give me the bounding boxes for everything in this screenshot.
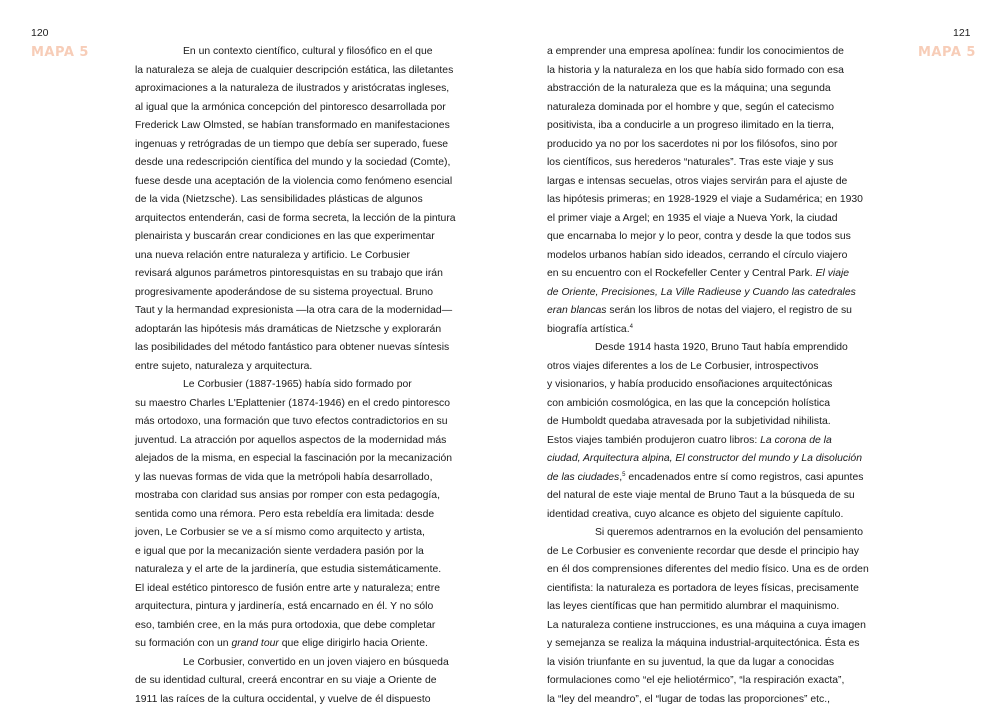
text-line bbox=[135, 561, 457, 580]
text-line bbox=[547, 43, 869, 62]
text-span: producido ya no por los sacerdotes ni por los filósofos, sino por bbox=[547, 139, 838, 150]
text-span: las hipótesis primeras; en 1928-1929 el viaje a Sudamérica; en 1930 bbox=[547, 194, 863, 205]
text-line bbox=[135, 154, 457, 173]
text-span: naturaleza y el arte de la jardinería, que estudia sistemáticamente. bbox=[135, 564, 441, 575]
text-line bbox=[547, 580, 869, 599]
text-line bbox=[547, 210, 869, 229]
italic-text: ciudad, Arquitectura alpina, El constructor del mundo y La disolución bbox=[547, 453, 862, 464]
italic-text: La corona de la bbox=[760, 435, 832, 446]
text-span: desde una redescripción científica del mundo y la sociedad (Comte), bbox=[135, 157, 450, 168]
text-span: el primer viaje a Argel; en 1935 el viaje a Nueva York, la ciudad bbox=[547, 213, 838, 224]
text-span: serán los libros de notas del viajero, el registro de su bbox=[607, 305, 852, 316]
text-span: la visión triunfante en su juventud, la que da lugar a conocidas bbox=[547, 657, 834, 668]
text-line bbox=[547, 191, 869, 210]
right-page-number: 121 bbox=[953, 27, 971, 39]
text-span: Taut y la hermandad expresionista —la otra cara de la modernidad— bbox=[135, 305, 452, 316]
text-line bbox=[135, 173, 457, 192]
text-span: modelos urbanos habían sido ideados, cerrando el círculo viajero bbox=[547, 250, 847, 261]
text-span: en su encuentro con el Rockefeller Center y Central Park. bbox=[547, 268, 816, 279]
text-line bbox=[135, 117, 457, 136]
text-span: al igual que la armónica concepción del pintoresco desarrollada por bbox=[135, 102, 446, 113]
text-span: de la vida (Nietzsche). Las sensibilidades plásticas de algunos bbox=[135, 194, 423, 205]
text-span: más ortodoxo, una formación que tuvo efectos contradictorios en su bbox=[135, 416, 447, 427]
italic-text: de Oriente, Precisiones, La Ville Radieuse y Cuando las catedrales bbox=[547, 287, 856, 298]
text-line bbox=[135, 524, 457, 543]
text-line bbox=[135, 691, 457, 709]
text-span: y las nuevas formas de vida que la metrópoli había desarrollado, bbox=[135, 472, 432, 483]
text-span: ingenuas y retrógradas de un tiempo que debía ser superado, fuese bbox=[135, 139, 448, 150]
text-line bbox=[135, 450, 457, 469]
text-span: mostraba con claridad sus ansias por romper con esta pedagogía, bbox=[135, 490, 440, 501]
text-line bbox=[547, 487, 869, 506]
left-text-column bbox=[135, 43, 457, 709]
italic-text: El viaje bbox=[816, 268, 850, 279]
text-span: Frederick Law Olmsted, se habían transformado en manifestaciones bbox=[135, 120, 450, 131]
text-span: adoptarán las hipótesis más dramáticas de Nietzsche y explorarán bbox=[135, 324, 441, 335]
text-line bbox=[135, 136, 457, 155]
text-line bbox=[135, 506, 457, 525]
text-span: La naturaleza contiene instrucciones, es una máquina a cuya imagen bbox=[547, 620, 866, 631]
text-span: Estos viajes también produjeron cuatro libros: bbox=[547, 435, 760, 446]
text-span: , bbox=[619, 472, 622, 483]
text-span: cientifista: la naturaleza es portadora de leyes físicas, precisamente bbox=[547, 583, 859, 594]
text-span: eso, también cree, en la más pura ortodoxia, que debe completar bbox=[135, 620, 435, 631]
text-span: Le Corbusier, convertido en un joven viajero en búsqueda bbox=[183, 657, 449, 668]
text-line bbox=[547, 654, 869, 673]
text-line bbox=[135, 358, 457, 377]
text-span: identidad creativa, cuyo alcance es objeto del siguiente capítulo. bbox=[547, 509, 843, 520]
left-section-label: MAPA 5 bbox=[31, 45, 89, 60]
text-span: naturaleza dominada por el hombre y que, según el catecismo bbox=[547, 102, 834, 113]
text-line bbox=[135, 395, 457, 414]
text-span: fuese desde una aceptación de la violencia como fenómeno esencial bbox=[135, 176, 452, 187]
text-span: En un contexto científico, cultural y filosófico en el que bbox=[183, 46, 433, 57]
text-span: encadenados entre sí como registros, casi apuntes bbox=[625, 472, 863, 483]
text-line bbox=[547, 635, 869, 654]
text-line bbox=[547, 228, 869, 247]
text-line bbox=[135, 469, 457, 488]
text-line bbox=[135, 543, 457, 562]
text-span: en él dos comprensiones diferentes del medio físico. Una es de orden bbox=[547, 564, 869, 575]
text-span: que encarnaba lo mejor y lo peor, contra y desde la que todos sus bbox=[547, 231, 851, 242]
text-line bbox=[135, 302, 457, 321]
text-line bbox=[547, 413, 869, 432]
text-span: juventud. La atracción por aquellos aspectos de la modernidad más bbox=[135, 435, 446, 446]
text-line bbox=[547, 99, 869, 118]
text-span: formulaciones como “el eje heliotérmico”, “la respiración exacta”, bbox=[547, 675, 844, 686]
text-span: e igual que por la mecanización siente verdadera pasión por la bbox=[135, 546, 424, 557]
text-line bbox=[547, 284, 869, 303]
text-span: El ideal estético pintoresco de fusión entre arte y naturaleza; entre bbox=[135, 583, 440, 594]
right-text-column bbox=[547, 43, 869, 709]
text-span: Si queremos adentrarnos en la evolución del pensamiento bbox=[595, 527, 863, 538]
text-line bbox=[135, 191, 457, 210]
text-span: progresivamente apoderándose de su sistema proyectual. Bruno bbox=[135, 287, 433, 298]
italic-text: eran blancas bbox=[547, 305, 607, 316]
text-span: a emprender una empresa apolínea: fundir los conocimientos de bbox=[547, 46, 844, 57]
text-span: entre sujeto, naturaleza y arquitectura. bbox=[135, 361, 312, 372]
text-line bbox=[135, 247, 457, 266]
text-line bbox=[547, 339, 869, 358]
text-line bbox=[547, 672, 869, 691]
text-span: plenairista y buscarán crear condiciones en las que experimentar bbox=[135, 231, 435, 242]
text-span: de Le Corbusier es conveniente recordar que desde el principio hay bbox=[547, 546, 859, 557]
text-line bbox=[547, 80, 869, 99]
text-span: su formación con un bbox=[135, 638, 231, 649]
italic-text: de las ciudades bbox=[547, 472, 619, 483]
text-line bbox=[547, 561, 869, 580]
text-span: una nueva relación entre naturaleza y artificio. Le Corbusier bbox=[135, 250, 410, 261]
text-span: del natural de este viaje mental de Bruno Taut a la búsqueda de su bbox=[547, 490, 855, 501]
text-line bbox=[547, 247, 869, 266]
text-span: 1911 las raíces de la cultura occidental, y vuelve de él dispuesto bbox=[135, 694, 431, 705]
text-line bbox=[135, 487, 457, 506]
text-span: otros viajes diferentes a los de Le Corbusier, introspectivos bbox=[547, 361, 818, 372]
text-span: la naturaleza se aleja de cualquier descripción estática, las diletantes bbox=[135, 65, 453, 76]
text-span: de su identidad cultural, creerá encontrar en su viaje a Oriente de bbox=[135, 675, 437, 686]
text-line bbox=[547, 469, 869, 488]
text-span: las posibilidades del método fantástico para obtener nuevas síntesis bbox=[135, 342, 449, 353]
left-page-number: 120 bbox=[31, 27, 49, 39]
text-line bbox=[547, 62, 869, 81]
text-span: joven, Le Corbusier se ve a sí mismo como arquitecto y artista, bbox=[135, 527, 425, 538]
text-line bbox=[547, 302, 869, 321]
text-span: los científicos, sus herederos “naturales”. Tras este viaje y sus bbox=[547, 157, 833, 168]
text-span: que elige dirigirlo hacia Oriente. bbox=[279, 638, 428, 649]
footnote-ref: 5 bbox=[622, 472, 625, 478]
text-line bbox=[135, 62, 457, 81]
italic-text: grand tour bbox=[231, 638, 278, 649]
text-span: aproximaciones a la naturaleza de ilustrados y aristócratas ingleses, bbox=[135, 83, 449, 94]
text-span: sentida como una rémora. Pero esta rebeldía era limitada: desde bbox=[135, 509, 434, 520]
text-line bbox=[547, 506, 869, 525]
text-line bbox=[135, 580, 457, 599]
text-line bbox=[135, 617, 457, 636]
text-line bbox=[135, 376, 457, 395]
text-line bbox=[135, 99, 457, 118]
text-span: arquitectura, pintura y jardinería, está encarnado en él. Y no sólo bbox=[135, 601, 433, 612]
footnote-ref: 4 bbox=[630, 324, 633, 330]
text-line bbox=[135, 210, 457, 229]
text-line bbox=[135, 265, 457, 284]
text-span: su maestro Charles L'Eplattenier (1874-1946) en el credo pintoresco bbox=[135, 398, 450, 409]
text-line bbox=[135, 432, 457, 451]
text-span: de Humboldt quedaba atravesada por la subjetividad nihilista. bbox=[547, 416, 831, 427]
text-span: Le Corbusier (1887-1965) había sido formado por bbox=[183, 379, 412, 390]
text-span: las leyes científicas que han permitido alumbrar el maquinismo. bbox=[547, 601, 839, 612]
text-line bbox=[547, 173, 869, 192]
text-line bbox=[135, 413, 457, 432]
text-span: largas e intensas secuelas, otros viajes servirán para el ajuste de bbox=[547, 176, 847, 187]
text-line bbox=[547, 358, 869, 377]
text-line bbox=[135, 284, 457, 303]
text-line bbox=[547, 691, 869, 709]
text-line bbox=[547, 617, 869, 636]
text-span: revisará algunos parámetros pintoresquistas en su trabajo que irán bbox=[135, 268, 443, 279]
text-line bbox=[135, 672, 457, 691]
text-line bbox=[547, 543, 869, 562]
text-line bbox=[547, 395, 869, 414]
text-line bbox=[547, 432, 869, 451]
text-line bbox=[547, 117, 869, 136]
text-span: la historia y la naturaleza en los que había sido formado con esa bbox=[547, 65, 844, 76]
text-span: positivista, iba a conducirle a un progreso ilimitado en la tierra, bbox=[547, 120, 834, 131]
text-span: biografía artística. bbox=[547, 324, 630, 335]
text-span: y visionarios, y había producido ensoñaciones arquitectónicas bbox=[547, 379, 832, 390]
text-line bbox=[547, 450, 869, 469]
text-line bbox=[135, 43, 457, 62]
text-line bbox=[547, 265, 869, 284]
text-line bbox=[135, 654, 457, 673]
text-span: Desde 1914 hasta 1920, Bruno Taut había emprendido bbox=[595, 342, 848, 353]
right-section-label: MAPA 5 bbox=[918, 45, 976, 60]
text-span: abstracción de la naturaleza que es la máquina; una segunda bbox=[547, 83, 831, 94]
text-line bbox=[547, 376, 869, 395]
text-line bbox=[135, 598, 457, 617]
text-line bbox=[135, 321, 457, 340]
text-line bbox=[547, 154, 869, 173]
text-span: y semejanza se realiza la máquina industrial-arquitectónica. Ésta es bbox=[547, 638, 859, 649]
text-line bbox=[135, 80, 457, 99]
text-span: con ambición cosmológica, en las que la concepción holística bbox=[547, 398, 830, 409]
text-line bbox=[547, 321, 869, 340]
text-line bbox=[547, 136, 869, 155]
text-line bbox=[135, 228, 457, 247]
text-span: arquitectos entenderán, casi de forma secreta, la lección de la pintura bbox=[135, 213, 456, 224]
text-line bbox=[547, 524, 869, 543]
text-line bbox=[135, 635, 457, 654]
text-line bbox=[547, 598, 869, 617]
text-span: la “ley del meandro”, el “lugar de todas las proporciones” etc., bbox=[547, 694, 830, 705]
text-span: alejados de la misma, en especial la fascinación por la mecanización bbox=[135, 453, 452, 464]
text-line bbox=[135, 339, 457, 358]
